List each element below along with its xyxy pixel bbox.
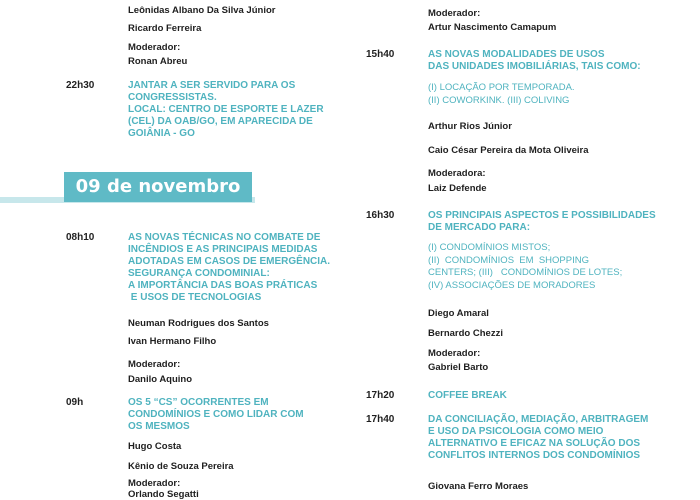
moderator-label: Moderador: xyxy=(128,478,181,489)
title-line: OS PRINCIPAIS ASPECTOS E POSSIBILIDADES xyxy=(428,210,656,221)
moderator-name: Ronan Abreu xyxy=(128,56,188,67)
moderator-name: Danilo Aquino xyxy=(128,374,193,385)
speaker-name: Leônidas Albano Da Silva Júnior xyxy=(128,5,276,16)
speaker-name: Ricardo Ferreira xyxy=(128,23,202,34)
speaker-name: Ivan Hermano Filho xyxy=(128,336,217,347)
speaker-name: Caio César Pereira da Mota Oliveira xyxy=(428,145,589,156)
moderator-name: Laiz Defende xyxy=(428,183,487,194)
title-line: SEGURANÇA CONDOMINIAL: xyxy=(128,268,270,279)
session-title xyxy=(428,414,648,462)
title-line: DA CONCILIAÇÃO, MEDIAÇÃO, ARBITRAGEM xyxy=(428,414,649,425)
session-time: 09h xyxy=(66,397,84,408)
title-line: CONDOMÍNIOS E COMO LIDAR COM xyxy=(128,409,304,420)
session-title xyxy=(428,210,656,234)
moderator-label: Moderador: xyxy=(428,348,481,359)
session-subtitle xyxy=(428,242,622,292)
title-line: ALTERNATIVO E EFICAZ NA SOLUÇÃO DOS xyxy=(428,438,641,449)
speaker-name: Neuman Rodrigues dos Santos xyxy=(128,318,269,329)
subtitle-line: (II) CONDOMÍNIOS EM SHOPPING xyxy=(428,254,589,266)
session-title xyxy=(128,80,324,140)
title-line: JANTAR A SER SERVIDO PARA OS xyxy=(128,80,296,91)
title-line: E USOS DE TECNOLOGIAS xyxy=(128,292,262,303)
moderator-name: Artur Nascimento Camapum xyxy=(428,22,557,33)
session-time: 08h10 xyxy=(66,232,95,243)
session-title xyxy=(128,232,330,304)
session-title xyxy=(128,397,304,433)
title-line: DAS UNIDADES IMOBILIÁRIAS, TAIS COMO: xyxy=(428,61,641,72)
title-line: DE MERCADO PARA: xyxy=(428,222,531,233)
title-line: AS NOVAS MODALIDADES DE USOS xyxy=(428,49,605,60)
session-time: 15h40 xyxy=(366,49,395,60)
speaker-name: Kênio de Souza Pereira xyxy=(128,461,234,472)
title-line: INCÊNDIOS E AS PRINCIPAIS MEDIDAS xyxy=(128,244,318,255)
session-time: 16h30 xyxy=(366,210,395,221)
moderator-label: Moderador: xyxy=(128,359,181,370)
title-line: (CEL) DA OAB/GO, EM APARECIDA DE xyxy=(128,116,313,127)
subtitle-line: (I) CONDOMÍNIOS MISTOS; xyxy=(428,242,551,253)
session-title xyxy=(428,49,641,73)
title-line: CONFLITOS INTERNOS DOS CONDOMÍNIOS xyxy=(428,450,641,461)
subtitle-line: (IV) ASSOCIAÇÕES DE MORADORES xyxy=(428,279,596,291)
session-time: 22h30 xyxy=(66,80,95,91)
moderator-name: Gabriel Barto xyxy=(428,362,489,373)
subtitle-line: (I) LOCAÇÃO POR TEMPORADA. xyxy=(428,82,575,93)
session-time: 17h20 xyxy=(366,390,395,401)
title-line: OS MESMOS xyxy=(128,421,190,432)
title-line: CONGRESSISTAS. xyxy=(128,92,217,103)
date-banner: 09 de novembro xyxy=(64,172,252,202)
session-subtitle xyxy=(428,82,575,107)
subtitle-line: (II) COWORKINK. (III) COLIVING xyxy=(428,94,570,106)
title-line: OS 5 “CS” OCORRENTES EM xyxy=(128,397,269,408)
title-line: GOIÂNIA - GO xyxy=(128,128,195,139)
title-line: E USO DA PSICOLOGIA COMO MEIO xyxy=(428,426,604,437)
title-line: AS NOVAS TÉCNICAS NO COMBATE DE xyxy=(128,232,321,243)
title-line: ADOTADAS EM CASOS DE EMERGÊNCIA. xyxy=(128,256,331,267)
title-line: LOCAL: CENTRO DE ESPORTE E LAZER xyxy=(128,104,324,115)
moderator-label: Moderador: xyxy=(128,42,181,53)
speaker-name: Hugo Costa xyxy=(128,441,182,452)
moderator-label: Moderador: xyxy=(428,8,481,19)
moderator-label: Moderadora: xyxy=(428,168,486,179)
subtitle-line: CENTERS; (III) CONDOMÍNIOS DE LOTES; xyxy=(428,267,623,278)
title-line: A IMPORTÂNCIA DAS BOAS PRÁTICAS xyxy=(128,280,318,291)
moderator-name: Orlando Segatti xyxy=(128,489,199,500)
speaker-name: Diego Amaral xyxy=(428,308,489,319)
session-title: COFFEE BREAK xyxy=(428,390,507,401)
session-time: 17h40 xyxy=(366,414,395,425)
speaker-name: Arthur Rios Júnior xyxy=(428,121,512,132)
speaker-name: Giovana Ferro Moraes xyxy=(428,481,529,492)
speaker-name: Bernardo Chezzi xyxy=(428,328,503,339)
